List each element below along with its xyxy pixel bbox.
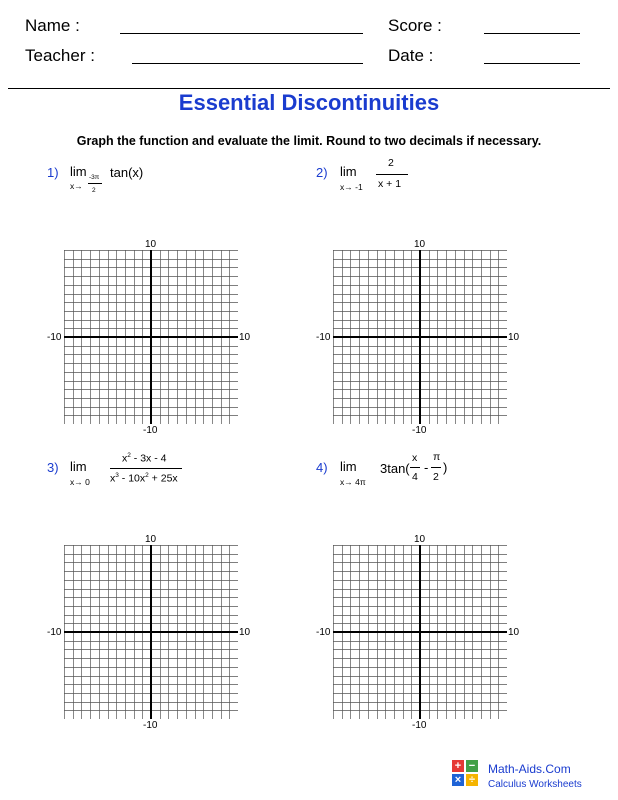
coordinate-grid-2[interactable] [333,250,507,424]
grid-2-right-label: 10 [508,332,520,343]
grid-2-bottom-label: -10 [412,425,427,436]
fraction-1-numerator: x [412,452,418,464]
grid-1-right-label: 10 [239,332,251,343]
grid-3-bottom-label: -10 [143,720,158,731]
function-coefficient: 3tan( [380,461,410,476]
fraction-denominator: x + 1 [378,178,402,190]
fraction-1-denominator: 4 [412,471,418,483]
logo-subtitle: Calculus Worksheets [488,779,582,790]
limit-approach: x→ 4π [340,477,366,487]
limit-word: lim [70,164,87,179]
limit-approach: x→ 0 [70,477,90,487]
coordinate-grid-1[interactable] [64,250,238,424]
score-field[interactable] [484,33,580,34]
grid-3-top-label: 10 [145,534,157,545]
grid-2-left-label: -10 [316,332,331,343]
limit-approach: x→ -1 [340,182,363,192]
problem-number: 3) [47,460,59,475]
grid-1-top-label: 10 [145,239,157,250]
minus-icon: − [466,760,478,772]
grid-3-left-label: -10 [47,627,62,638]
problem-number: 2) [316,165,328,180]
plus-icon: + [452,760,464,772]
limit-word: lim [340,164,357,179]
fraction-numerator: $x^2 - 3x - 4$ [122,452,167,465]
name-label: Name : [25,16,80,35]
limit-word: lim [70,459,87,474]
fraction-2-denominator: 2 [433,471,439,483]
problem-number: 4) [316,460,328,475]
fraction-numerator: 2 [388,157,394,169]
fraction-2-bar [431,467,441,468]
grid-2-top-label: 10 [414,239,426,250]
minus-sign: - [424,460,429,475]
date-field[interactable] [484,63,580,64]
teacher-label: Teacher : [25,46,95,65]
limit-approach: x→ [70,181,83,191]
teacher-field[interactable] [132,63,363,64]
coordinate-grid-4[interactable] [333,545,507,719]
grid-4-right-label: 10 [508,627,520,638]
header-divider [8,88,610,89]
instructions: Graph the function and evaluate the limit. Round to two decimals if necessary. [76,134,542,148]
score-label: Score : [388,16,442,35]
fraction-bar [376,174,408,175]
approach-fraction-bar [88,183,102,184]
date-label: Date : [388,46,434,65]
name-field[interactable] [120,33,363,34]
coordinate-grid-3[interactable] [64,545,238,719]
grid-4-left-label: -10 [316,627,331,638]
grid-1-bottom-label: -10 [143,425,158,436]
closing-paren: ) [443,460,448,475]
limit-word: lim [340,459,357,474]
grid-4-bottom-label: -10 [412,720,427,731]
grid-1-left-label: -10 [47,332,62,343]
grid-3-right-label: 10 [239,627,251,638]
divide-icon: ÷ [466,774,478,786]
function-expression: tan(x) [110,165,144,180]
approach-denominator: 2 [92,187,96,194]
grid-4-top-label: 10 [414,534,426,545]
fraction-bar [110,468,182,469]
times-icon: × [452,774,464,786]
fraction-2-numerator: π [433,451,441,463]
approach-numerator: -3π [89,174,100,181]
math-aids-logo [452,760,480,788]
fraction-1-bar [410,467,420,468]
fraction-denominator: $x^3 - 10x^2 + 25x$ [110,472,178,485]
logo-site-name: Math-Aids.Com [488,762,571,776]
problem-number: 1) [47,165,59,180]
worksheet-title: Essential Discontinuities [178,90,440,115]
